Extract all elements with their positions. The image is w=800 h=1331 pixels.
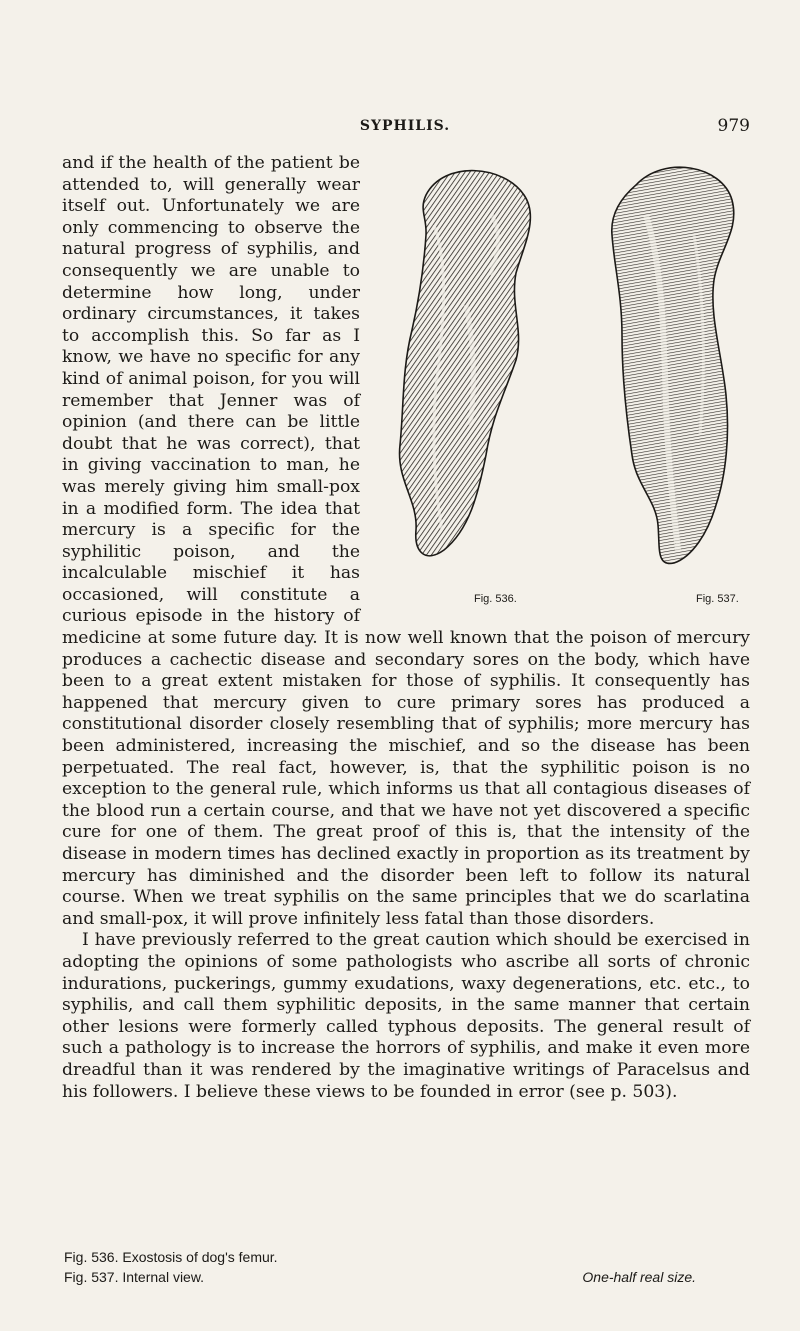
caption-fig-536: Fig. 536. Exostosis of dog's femur. bbox=[64, 1249, 278, 1265]
paragraph: and if the health of the patient be attended to, will generally wear itself out. Unfortunately we are only commencing to observe the natural progress of syphilis, and consequently we are unable to determine how long, under ordinary circumstances, it takes to accomplish this. So far as I know, we have no specific for any kind of animal poison, for you will remember that Jenner was of opinion (and there can be little doubt that he was correct), that in giving vaccination to man, he was merely giving him small-pox in a modified form. The idea that mercury is a specific for the syphilitic poison, and the incalculable mischief it has occasioned, will constitute a curious episode in the history of medicine at some future day. It is now well known that the poison of mercury produces a cachectic disease and secondary sores on the body, which have been to a great extent mistaken for those of syphilis. It consequently has happened that mercury given to cure primary sores has produced a constitutional disorder closely resembling that of syphilis; more mercury has been administered, increasing the mischief, and so the disease has been perpetuated. The real fact, however, is, that the syphilitic poison is no exception to the general rule, which informs us that all contagious diseases of the blood run a certain course, and that we have not yet discovered a specific cure for one of them. The great proof of this is, that the intensity of the disease in modern times has declined exactly in proportion as its treatment by mercury has diminished and the disorder been left to follow its natural course. When we treat syphilis on the same principles that we do scarlatina and small-pox, it will prove infinitely less fatal than those disorders. bbox=[62, 153, 750, 929]
caption-row bbox=[64, 1247, 696, 1267]
caption-fig-537: Fig. 537. Internal view. bbox=[64, 1269, 205, 1285]
page-header bbox=[60, 118, 750, 140]
fig-536-label: Fig. 536. bbox=[474, 593, 517, 605]
paragraph: I have previously referred to the great caution which should be exercised in adopting the opinions of some pathologists who ascribe all sorts of chronic indurations, puckerings, gummy exudations, waxy degenerations, etc. etc., to syphilis, and call them syphilitic deposits, in the same manner that certain other lesions were formerly called typhous deposits. The general result of such a pathology is to increase the horrors of syphilis, and make it even more dreadful than it was rendered by the imaginative writings of Paracelsus and his followers. I believe these views to be founded in error (see p. 503). bbox=[62, 930, 750, 1102]
fig-536-bone-drawing bbox=[400, 171, 531, 556]
figure-group bbox=[374, 155, 750, 607]
page-number: 979 bbox=[717, 116, 750, 136]
femur-illustrations bbox=[374, 155, 750, 607]
size-note: One-half real size. bbox=[582, 1269, 696, 1285]
running-title: SYPHILIS. bbox=[359, 118, 451, 134]
caption-row bbox=[64, 1267, 696, 1287]
fig-537-label: Fig. 537. bbox=[696, 593, 739, 605]
body-text bbox=[62, 153, 750, 1103]
figure-captions bbox=[64, 1247, 696, 1287]
fig-537-bone-drawing bbox=[612, 167, 734, 563]
